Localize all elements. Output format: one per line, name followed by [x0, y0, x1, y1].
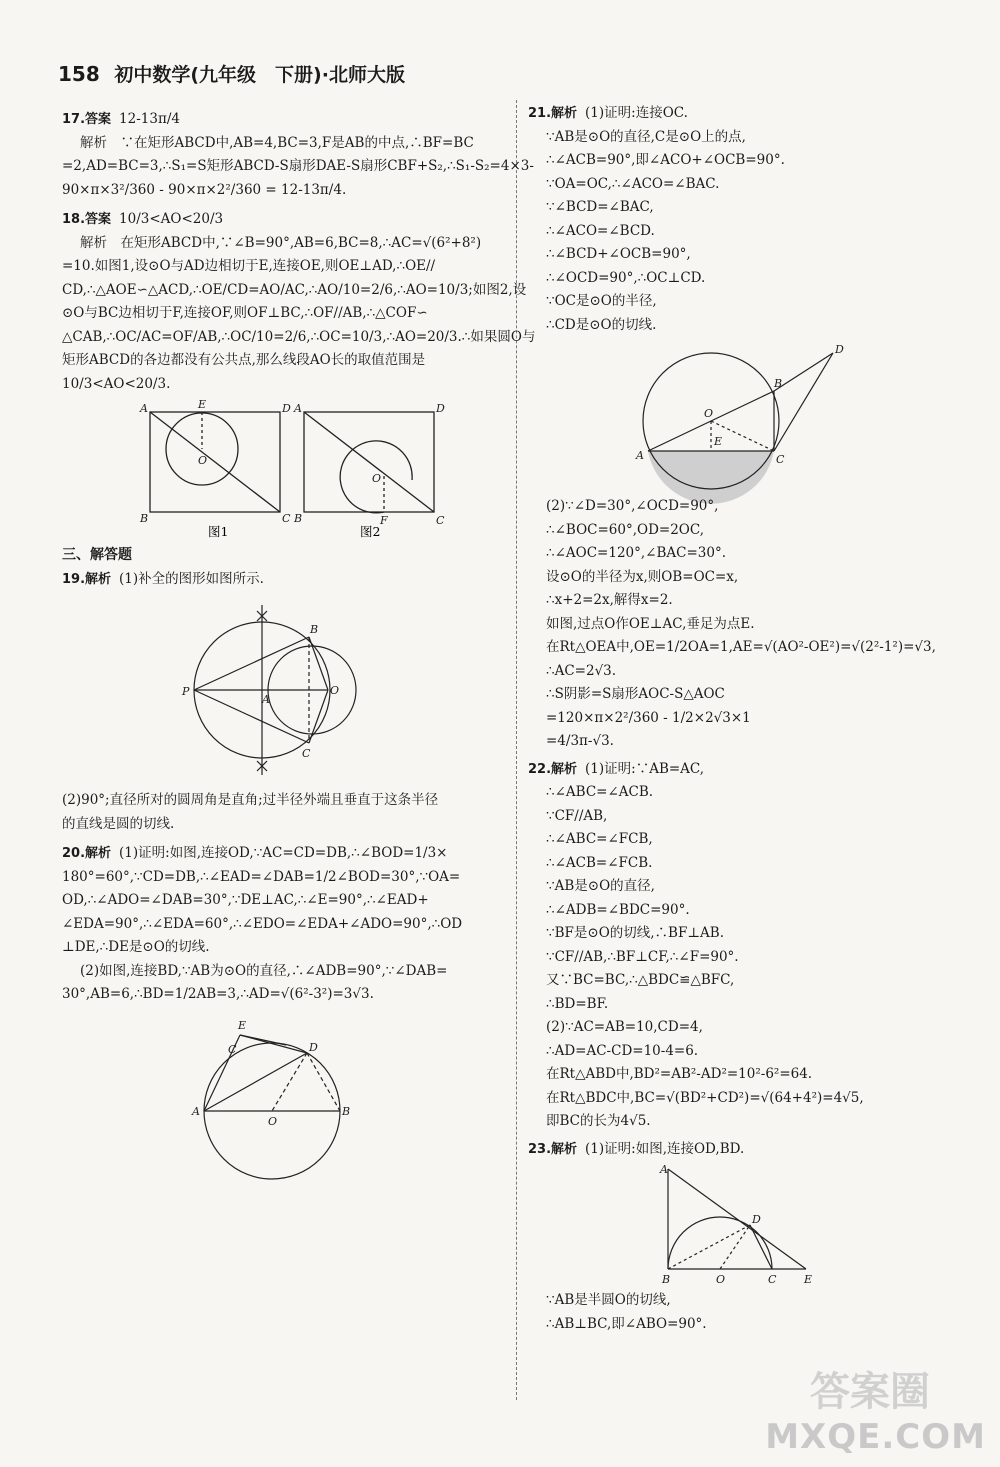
q19-line: 的直线是圆的切线. [62, 815, 175, 832]
q20-line: ⊥DE,∴DE是⊙O的切线. [62, 939, 210, 955]
q20-line: (2)如图,连接BD,∵AB为⊙O的直径,∴∠ADB=90°,∵∠DAB= [80, 962, 448, 979]
q18-line: 10/3<AO<20/3. [62, 375, 171, 392]
svg-text:C: C [228, 1042, 237, 1056]
q18-figures [122, 398, 445, 540]
q23-line: ∴AB⊥BC,即∠ABO=90°. [546, 1315, 707, 1332]
q17-line: 90×π×3²/360 - 90×π×2²/360 = 12-13π/4. [62, 181, 347, 198]
page-number: 158 [58, 62, 100, 86]
q19-line: (2)90°;直径所对的圆周角是直角;过半径外端且垂直于这条半径 [62, 792, 439, 808]
q20-line: OD,∴∠ADO=∠DAB=30°,∵DE⊥AC,∴∠E=90°,∴∠EAD+ [62, 892, 429, 908]
svg-text:O: O [704, 407, 714, 420]
q21-line: ∴S阴影=S扇形AOC-S△AOC [546, 686, 725, 702]
svg-text:C: C [768, 1273, 777, 1286]
svg-text:O: O [372, 472, 382, 485]
q19-figure [182, 595, 382, 785]
svg-text:E: E [804, 1273, 813, 1286]
q21-line: (2)∵∠D=30°,∠OCD=90°, [546, 498, 719, 514]
svg-text:O: O [330, 684, 340, 697]
q21-line: ∴∠ACO=∠BCD. [546, 222, 655, 239]
svg-text:E: E [714, 435, 723, 448]
q21-line: ∵OC是⊙O的半径, [546, 293, 657, 309]
q21-line: ∴CD是⊙O的切线. [546, 316, 657, 333]
q22-line: ∴∠ACB=∠FCB. [546, 854, 653, 871]
q20-line: ∠EDA=90°,∴∠EDA=60°,∴∠EDO=∠EDA+∠ADO=90°,∴OD [62, 915, 463, 932]
q22-line: 在Rt△BDC中,BC=√(BD²+CD²)=√(64+4²)=4√5, [546, 1089, 864, 1106]
q23-figure [638, 1165, 858, 1285]
svg-text:D: D [309, 1040, 318, 1054]
svg-text:A: A [660, 1163, 668, 1176]
q21-line: ∴x+2=2x,解得x=2. [546, 592, 673, 608]
q22-line: ∴AD=AC-CD=10-4=6. [546, 1042, 699, 1059]
left-column [62, 108, 536, 1205]
q22-line: ∴BD=BF. [546, 995, 609, 1012]
svg-text:A: A [140, 402, 148, 415]
section-title: 三、解答题 [62, 547, 132, 563]
q21-line: 在Rt△OEA中,OE=1/2OA=1,AE=√(AO²-OE²)=√(2²-1²)=√3, [546, 639, 936, 655]
svg-text:A: A [192, 1104, 200, 1118]
q23-head: 23.解析 (1)证明:如图,连接OD,BD. [528, 1140, 745, 1157]
q22-line: ∴∠ABC=∠ACB. [546, 784, 654, 800]
q21-line: ∴∠BOC=60°,OD=2OC, [546, 521, 704, 538]
svg-text:D: D [436, 402, 445, 415]
q22-line: ∴∠ABC=∠FCB, [546, 831, 653, 847]
q22-line: 即BC的长为4√5. [546, 1113, 651, 1129]
svg-text:P: P [182, 685, 190, 698]
q20-line: 30°,AB=6,∴BD=1/2AB=3,∴AD=√(6²-3²)=3√3. [62, 986, 374, 1002]
svg-text:B: B [662, 1273, 671, 1286]
svg-text:O: O [716, 1273, 726, 1286]
svg-text:D: D [282, 402, 291, 415]
q18-line: △CAB,∴OC/AC=OF/AB,∴OC/10=2/6,∴OC=10/3,∴AO=20/3.∴如果圆O与 [62, 328, 536, 345]
q21-line: ∴∠AOC=120°,∠BAC=30°. [546, 545, 727, 561]
q20-head: 20.解析 (1)证明:如图,连接OD,∵AC=CD=DB,∴∠BOD=1/3× [62, 845, 448, 861]
q20-figure [182, 1011, 382, 1201]
svg-text:C: C [436, 514, 445, 527]
q17-line: =2,AD=BC=3,∴S₁=S矩形ABCD-S扇形DAE-S扇形CBF+S₂,∴S₁-S₂=4×3- [62, 158, 534, 174]
svg-text:F: F [380, 514, 388, 527]
svg-text:E: E [238, 1018, 247, 1032]
q21-line: 设⊙O的半径为x,则OB=OC=x, [546, 568, 739, 585]
q21-line: =120×π×2²/360 - 1/2×2√3×1 [546, 709, 751, 726]
q21-figure [628, 341, 868, 491]
q18-line: 矩形ABCD的各边都没有公共点,那么线段AO长的取值范围是 [62, 352, 426, 368]
q21-line: ∵∠BCD=∠BAC, [546, 199, 654, 215]
q18-line: 解析 在矩形ABCD中,∵∠B=90°,AB=6,BC=8,∴AC=√(6²+8²) [80, 234, 482, 251]
svg-text:B: B [294, 512, 303, 525]
svg-text:E: E [198, 398, 207, 411]
svg-text:D: D [752, 1213, 761, 1226]
q22-line: ∴∠ADB=∠BDC=90°. [546, 901, 690, 918]
svg-text:B: B [310, 623, 319, 636]
svg-text:O: O [268, 1114, 278, 1128]
q19-head: 19.解析 (1)补全的图形如图所示. [62, 570, 264, 587]
svg-text:C: C [282, 512, 291, 525]
svg-text:B: B [774, 377, 783, 390]
q21-line: ∴AC=2√3. [546, 662, 617, 679]
q21-line: 如图,过点O作OE⊥AC,垂足为点E. [546, 615, 755, 632]
fig2-caption: 图2 [360, 524, 381, 539]
svg-text:O: O [198, 454, 208, 467]
right-column [528, 102, 968, 1336]
page-header [58, 60, 405, 87]
watermark-url: MXQE.COM [765, 1417, 986, 1457]
q22-line: 又∵BC=BC,∴△BDC≌△BFC, [546, 972, 735, 988]
svg-text:C: C [776, 453, 785, 466]
fig1-caption: 图1 [208, 524, 229, 539]
q21-line: =4/3π-√3. [546, 733, 614, 749]
svg-text:B: B [342, 1104, 351, 1118]
q22-line: ∵BF是⊙O的切线,∴BF⊥AB. [546, 925, 724, 941]
q21-line: ∴∠BCD+∠OCB=90°, [546, 246, 691, 262]
book-title: 初中数学(九年级 下册)·北师大版 [114, 64, 405, 86]
q22-head: 22.解析 (1)证明:∵AB=AC, [528, 760, 705, 777]
svg-text:C: C [302, 747, 311, 760]
q17-line: 解析 ∵在矩形ABCD中,AB=4,BC=3,F是AB的中点,∴BF=BC [80, 134, 474, 151]
q22-line: ∵AB是⊙O的直径, [546, 878, 655, 894]
q21-line: ∴∠OCD=90°,∴OC⊥CD. [546, 269, 706, 286]
svg-text:A: A [294, 402, 302, 415]
svg-text:A: A [636, 449, 644, 462]
q20-line: 180°=60°,∵CD=DB,∴∠EAD=∠DAB=1/2∠BOD=30°,∵OA= [62, 868, 461, 885]
q21-head: 21.解析 (1)证明:连接OC. [528, 105, 688, 121]
q17-answer: 17.答案 12-13π/4 [62, 111, 180, 127]
q18-line: CD,∴△AOE∽△ACD,∴OE/CD=AO/AC,∴AO/10=2/6,∴AO=10/3;如图2,设 [62, 281, 527, 298]
q22-line: ∵CF//AB, [546, 807, 608, 824]
q18-line: ⊙O与BC边相切于F,连接OF,则OF⊥BC,∴OF//AB,∴△COF∽ [62, 305, 428, 321]
q21-line: ∴∠ACB=90°,即∠ACO+∠OCB=90°. [546, 152, 785, 168]
q22-line: 在Rt△ABD中,BD²=AB²-AD²=10²-6²=64. [546, 1066, 813, 1082]
q18-answer: 18.答案 10/3<AO<20/3 [62, 211, 224, 227]
q18-line: =10.如图1,设⊙O与AD边相切于E,连接OE,则OE⊥AD,∴OE// [62, 258, 436, 274]
q21-line: ∵OA=OC,∴∠ACO=∠BAC. [546, 175, 720, 192]
svg-text:D: D [835, 343, 844, 356]
q21-line: ∵AB是⊙O的直径,C是⊙O上的点, [546, 128, 746, 145]
svg-text:B: B [140, 512, 149, 525]
svg-text:A: A [262, 693, 270, 706]
q23-line: ∵AB是半圆O的切线, [546, 1292, 671, 1308]
watermark-logo: 答案圈 [810, 1369, 930, 1415]
q22-line: (2)∵AC=AB=10,CD=4, [546, 1019, 703, 1035]
q22-line: ∵CF//AB,∴BF⊥CF,∴∠F=90°. [546, 948, 739, 965]
